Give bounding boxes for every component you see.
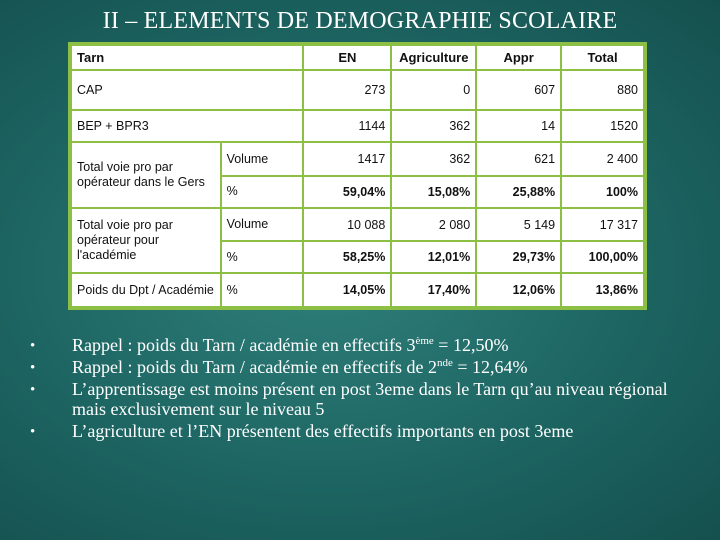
demography-table <box>68 42 647 310</box>
cell-appr: 607 <box>476 70 561 110</box>
bullet-dot-icon: • <box>30 338 36 354</box>
bullet-dot-icon: • <box>30 360 36 376</box>
table-header-row <box>71 45 644 70</box>
row-label: CAP <box>71 70 303 110</box>
bullet-superscript: nde <box>436 357 453 369</box>
cell-en: 59,04% <box>303 176 391 208</box>
row-label: Total voie pro par opérateur pour l'académie <box>71 208 221 273</box>
cell-appr: 25,88% <box>476 176 561 208</box>
cell-en: 1144 <box>303 110 391 142</box>
table-row <box>71 110 644 142</box>
sub-label: Volume <box>221 142 304 176</box>
header-total: Total <box>561 45 644 70</box>
bullet-text: Rappel : poids du Tarn / académie en effectifs de 2 <box>72 357 437 377</box>
cell-total: 1520 <box>561 110 644 142</box>
header-agriculture: Agriculture <box>391 45 476 70</box>
cell-agriculture: 362 <box>391 110 476 142</box>
bullet-text: L’apprentissage est moins présent en post 3eme dans le Tarn qu’au niveau régional mais exclusivement sur le niveau 5 <box>72 379 668 419</box>
bullet-dot-icon: • <box>30 382 36 398</box>
sub-label: % <box>221 176 304 208</box>
header-en: EN <box>303 45 391 70</box>
cell-appr: 14 <box>476 110 561 142</box>
cell-agriculture: 362 <box>391 142 476 176</box>
cell-en: 273 <box>303 70 391 110</box>
cell-agriculture: 12,01% <box>391 241 476 273</box>
cell-appr: 621 <box>476 142 561 176</box>
cell-total: 13,86% <box>561 273 644 307</box>
row-label: BEP + BPR3 <box>71 110 303 142</box>
bullet-superscript: ème <box>415 335 434 347</box>
cell-en: 1417 <box>303 142 391 176</box>
table-row <box>71 273 644 307</box>
bullet-item <box>30 335 690 355</box>
cell-appr: 5 149 <box>476 208 561 242</box>
cell-agriculture: 15,08% <box>391 176 476 208</box>
sub-label: % <box>221 273 304 307</box>
bullet-item <box>30 421 690 441</box>
table-row <box>71 70 644 110</box>
sub-label: Volume <box>221 208 304 242</box>
bullet-dot-icon: • <box>30 424 36 440</box>
cell-appr: 29,73% <box>476 241 561 273</box>
slide-title: II – ELEMENTS DE DEMOGRAPHIE SCOLAIRE <box>102 8 618 34</box>
cell-en: 10 088 <box>303 208 391 242</box>
cell-agriculture: 0 <box>391 70 476 110</box>
bullet-list <box>30 335 690 443</box>
cell-appr: 12,06% <box>476 273 561 307</box>
cell-en: 58,25% <box>303 241 391 273</box>
bullet-item <box>30 357 690 377</box>
cell-agriculture: 17,40% <box>391 273 476 307</box>
cell-total: 2 400 <box>561 142 644 176</box>
row-label: Poids du Dpt / Académie <box>71 273 221 307</box>
bullet-tail: = 12,50% <box>433 335 509 355</box>
header-tarn: Tarn <box>71 45 303 70</box>
cell-total: 880 <box>561 70 644 110</box>
cell-total: 17 317 <box>561 208 644 242</box>
bullet-item <box>30 379 690 419</box>
table-row <box>71 142 644 176</box>
table-row <box>71 208 644 242</box>
bullet-text: Rappel : poids du Tarn / académie en effectifs 3 <box>72 335 416 355</box>
cell-total: 100% <box>561 176 644 208</box>
cell-agriculture: 2 080 <box>391 208 476 242</box>
bullet-tail: = 12,64% <box>452 357 528 377</box>
cell-total: 100,00% <box>561 241 644 273</box>
header-appr: Appr <box>476 45 561 70</box>
bullet-text: L’agriculture et l’EN présentent des effectifs importants en post 3eme <box>72 421 574 441</box>
cell-en: 14,05% <box>303 273 391 307</box>
sub-label: % <box>221 241 304 273</box>
row-label: Total voie pro par opérateur dans le Gers <box>71 142 221 207</box>
